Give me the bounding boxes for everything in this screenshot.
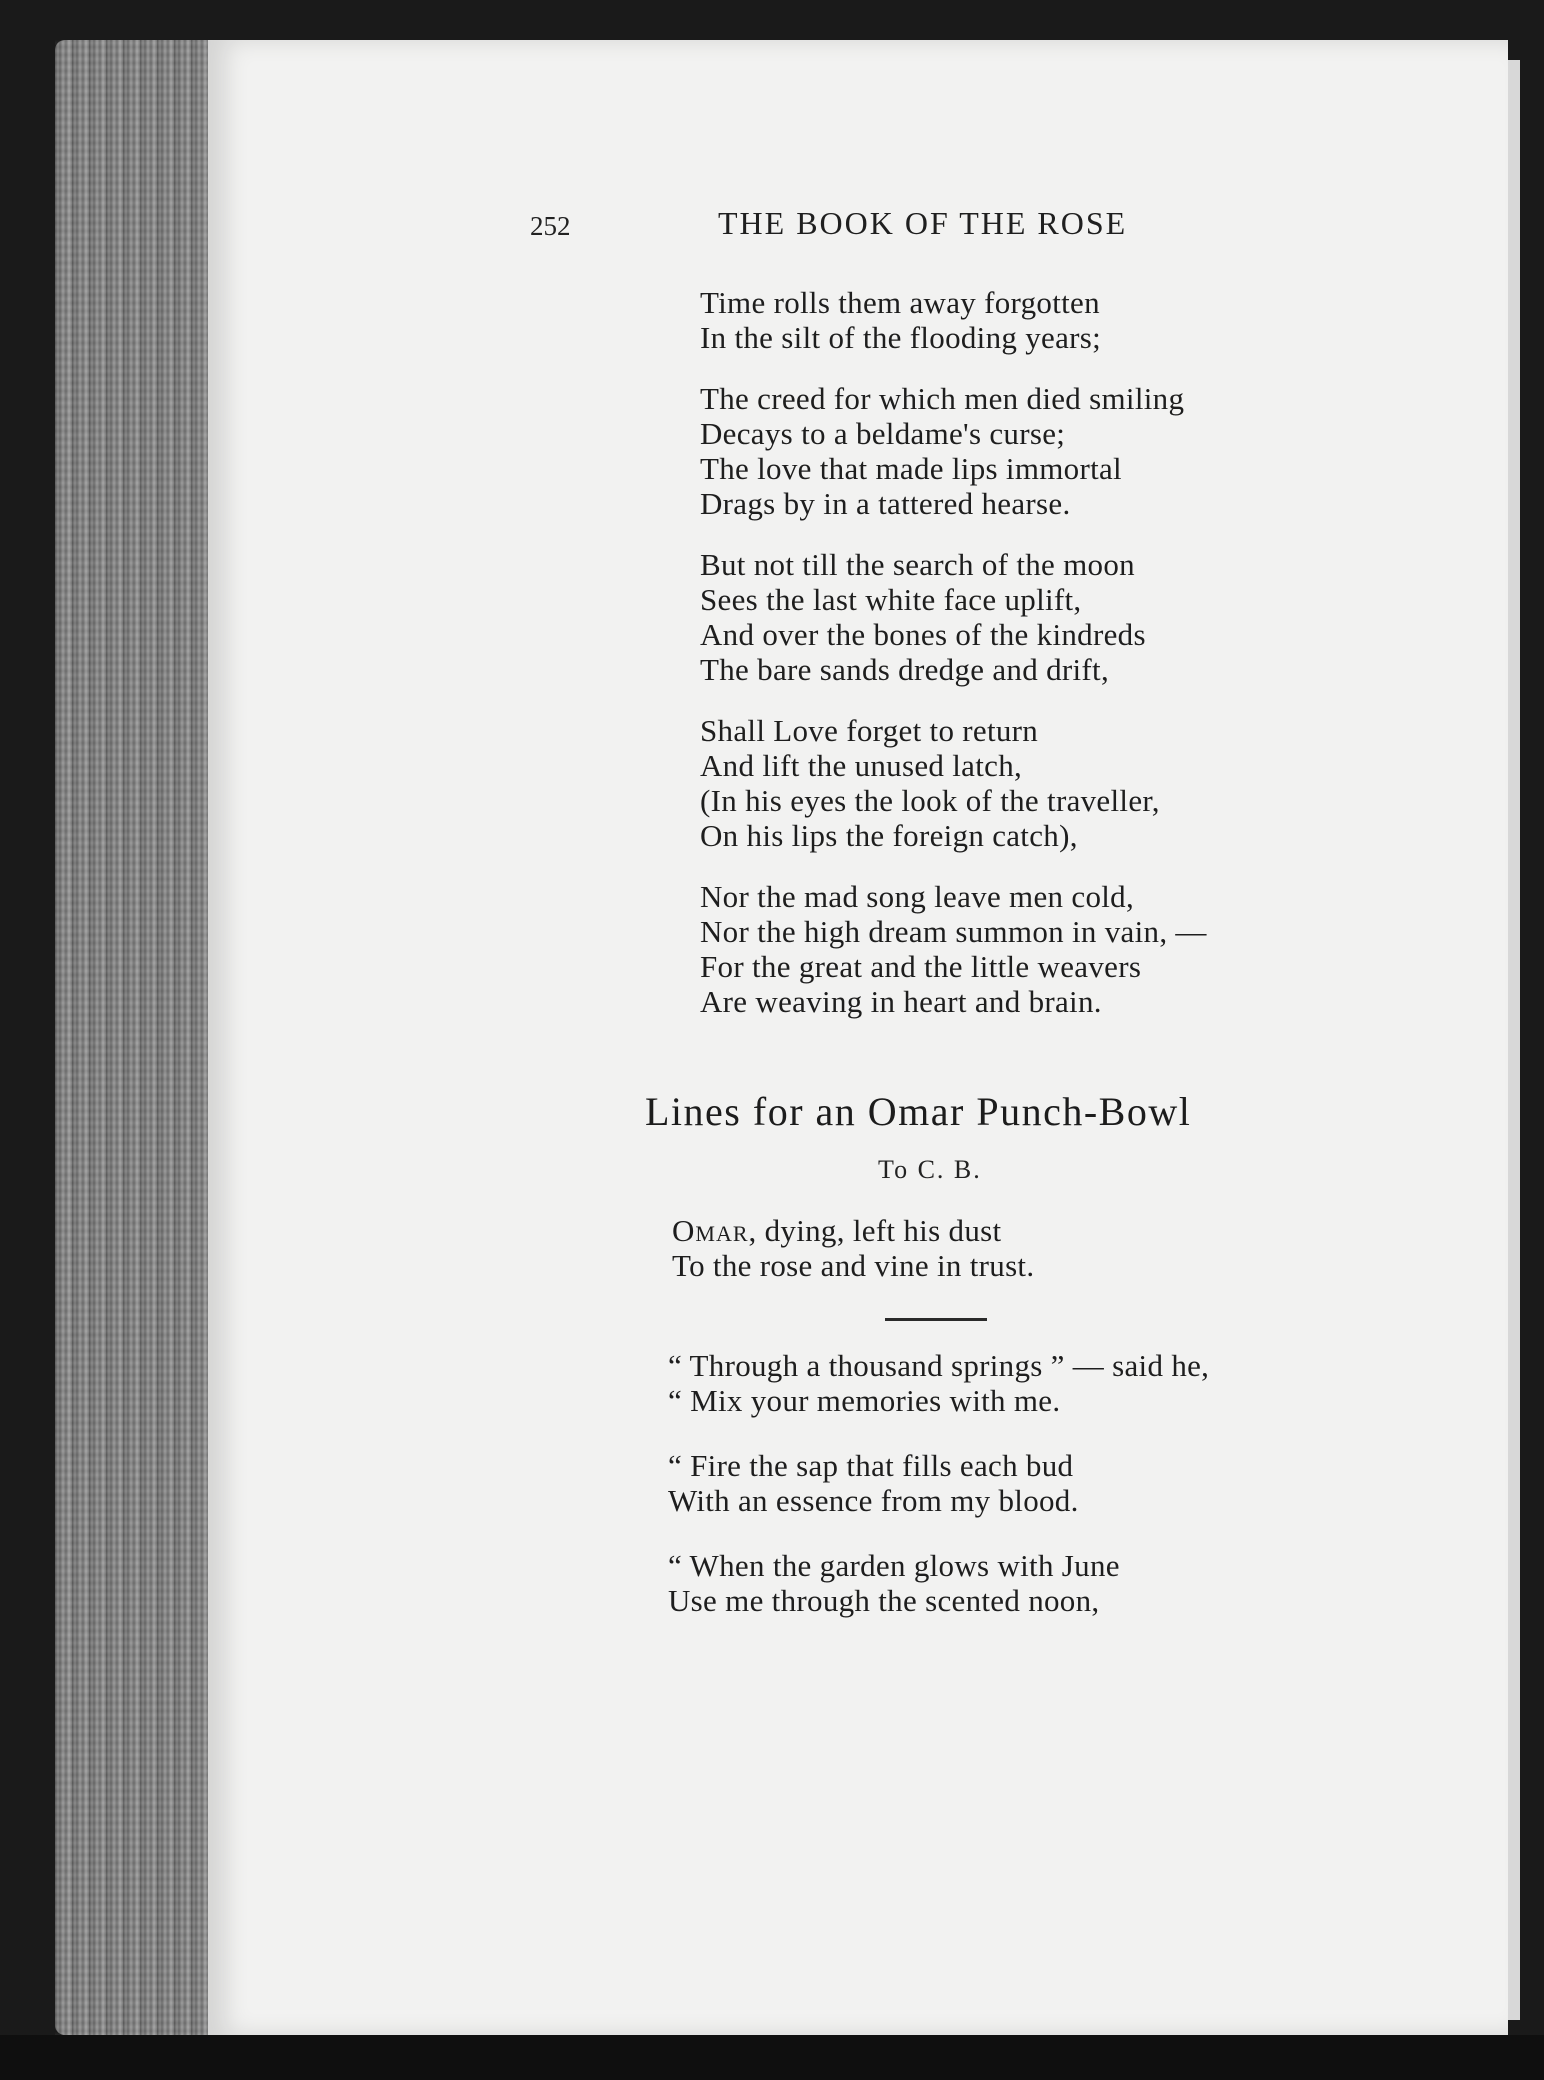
verse-line: Nor the high dream summon in vain, — [700, 914, 1207, 949]
verse-line: Time rolls them away forgotten [700, 285, 1100, 320]
stanza [700, 713, 1207, 853]
poem-continuation [700, 285, 1207, 1045]
verse-line: With an essence from my blood. [668, 1483, 1079, 1518]
verse-line: On his lips the foreign catch), [700, 818, 1078, 853]
stanza [700, 547, 1207, 687]
verse-line: And over the bones of the kindreds [700, 617, 1146, 652]
verse-line: Nor the mad song leave men cold, [700, 879, 1135, 914]
verse-line [672, 1213, 1034, 1248]
stanza [700, 285, 1207, 355]
stanza [668, 1448, 1209, 1518]
verse-line: Use me through the scented noon, [668, 1583, 1100, 1618]
stanza [700, 381, 1207, 521]
poem-title: Lines for an Omar Punch-Bowl [645, 1089, 1192, 1134]
opening-word: Omar [672, 1213, 749, 1248]
verse-line: “ Fire the sap that fills each bud [668, 1448, 1074, 1483]
verse-line: The love that made lips immortal [700, 451, 1122, 486]
running-head [530, 205, 1230, 255]
poem-body [668, 1348, 1209, 1648]
verse-line: The creed for which men died smiling [700, 381, 1185, 416]
verse-line: In the silt of the flooding years; [700, 320, 1102, 355]
verse-line: “ Mix your memories with me. [668, 1383, 1061, 1418]
verse-line: Are weaving in heart and brain. [700, 984, 1102, 1019]
stanza [668, 1348, 1209, 1418]
poem-dedication: To C. B. [878, 1155, 982, 1184]
verse-line-rest: , dying, left his dust [748, 1213, 1002, 1248]
page-number: 252 [530, 211, 571, 241]
adjacent-page-edge [1508, 60, 1520, 2020]
scan-background [0, 2035, 1544, 2080]
verse-line: And lift the unused latch, [700, 748, 1023, 783]
verse-line: “ Through a thousand springs ” — said he, [668, 1348, 1210, 1383]
verse-line: (In his eyes the look of the traveller, [700, 783, 1160, 818]
verse-line: Shall Love forget to return [700, 713, 1039, 748]
verse-line: For the great and the little weavers [700, 949, 1142, 984]
verse-line: Drags by in a tattered hearse. [700, 486, 1071, 521]
verse-line: But not till the search of the moon [700, 547, 1135, 582]
verse-line: Decays to a beldame's curse; [700, 416, 1066, 451]
section-divider [885, 1318, 987, 1321]
verse-line: To the rose and vine in trust. [672, 1248, 1035, 1283]
verse-line: The bare sands dredge and drift, [700, 652, 1109, 687]
running-title: THE BOOK OF THE ROSE [718, 205, 1128, 241]
stanza [668, 1548, 1209, 1618]
stanza [700, 879, 1207, 1019]
verse-line: Sees the last white face uplift, [700, 582, 1082, 617]
book-page-edges [55, 40, 220, 2035]
verse-line: “ When the garden glows with June [668, 1548, 1120, 1583]
poem-opening [672, 1213, 1034, 1283]
